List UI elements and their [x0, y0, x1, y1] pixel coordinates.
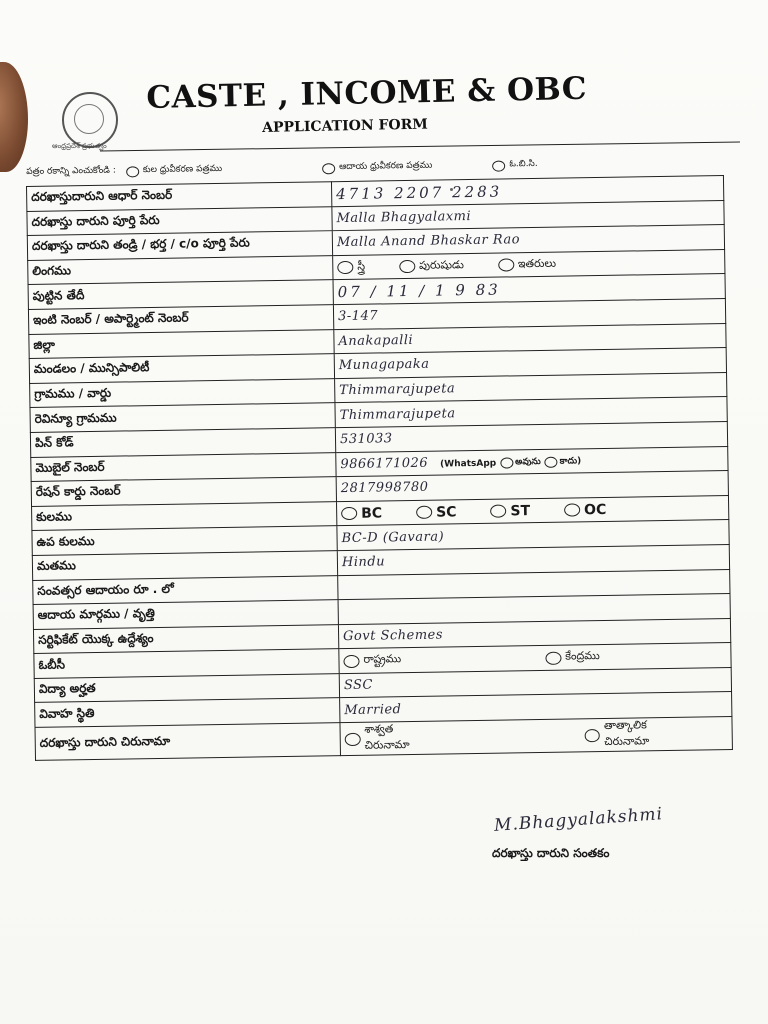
form-table — [26, 175, 733, 761]
field-label: రెవిన్యూ గ్రామము — [30, 403, 335, 432]
handwritten-value: Anakapalli — [338, 332, 414, 349]
option-group — [337, 254, 720, 276]
radio-circle-icon[interactable] — [126, 166, 139, 177]
option-label: పురుషుడు — [418, 257, 465, 272]
certificate-option-obc[interactable]: ఓ.బి.సి. — [492, 159, 538, 172]
certificate-option-income[interactable]: ఆదాయ ధ్రువీకరణ పత్రము — [322, 161, 432, 175]
radio-circle-icon[interactable] — [545, 651, 561, 664]
option-group — [341, 500, 724, 522]
radio-circle-icon[interactable] — [343, 654, 359, 667]
handwritten-value: Malla Bhagyalaxmi — [336, 208, 472, 227]
option-item[interactable] — [498, 256, 556, 273]
option-label: తాత్కాలిక చిరునామా — [603, 718, 650, 749]
radio-circle-icon[interactable] — [490, 505, 506, 518]
field-label: కులము — [32, 501, 337, 530]
field-label: గ్రామము / వార్డు — [30, 378, 335, 407]
field-label: పుట్టిన తేదీ — [28, 280, 333, 309]
option-item[interactable] — [337, 259, 365, 275]
option-label: OC — [583, 501, 607, 518]
field-label: ఆదాయ మార్గము / వృత్తి — [33, 600, 338, 629]
option-item[interactable] — [344, 722, 440, 755]
radio-circle-icon[interactable] — [500, 458, 513, 469]
option-group — [343, 647, 726, 669]
field-label: జిల్లా — [29, 329, 334, 358]
seal-caption: ఆంధ్రప్రదేశ్ ప్రభుత్వం — [52, 142, 107, 150]
field-label: దరఖాస్తుదారుని ఆధార్ నెంబర్ — [27, 182, 332, 211]
field-label: దరఖాస్తు దారుని పూర్తి పేరు — [27, 206, 332, 235]
option-label: కేంద్రము — [565, 649, 600, 663]
handwritten-value: Munagapaka — [338, 357, 430, 374]
field-label: సంవత్సర ఆదాయం రూ . లో — [33, 575, 338, 604]
field-label: ఇంటి నెంబర్ / అపార్ట్మెంట్ నెంబర్ — [28, 305, 333, 334]
radio-circle-icon[interactable] — [545, 457, 558, 468]
handwritten-value: 2817998780 — [340, 480, 429, 497]
certificate-option-caste[interactable]: కుల ధ్రువీకరణ పత్రము — [126, 164, 222, 178]
handwritten-value: Thimmarajupeta — [339, 405, 456, 423]
option-item[interactable] — [584, 718, 694, 752]
whatsapp-no: కాదు) — [559, 456, 582, 467]
handwritten-value: SSC — [343, 677, 374, 694]
field-label: సర్టిఫికేట్ యొక్క ఉద్దేశ్యం — [33, 624, 338, 653]
handwritten-value: 3-147 — [337, 308, 379, 325]
option-item[interactable] — [564, 501, 606, 518]
whatsapp-toggle — [440, 456, 581, 470]
field-label: మొబైల్ నెంబర్ — [31, 452, 336, 481]
field-label: లింగము — [28, 255, 333, 284]
handwritten-value: Hindu — [341, 554, 386, 571]
option-label: శాశ్వత చిరునామా — [364, 722, 410, 752]
option-label: ST — [510, 502, 531, 519]
handwritten-value: 9866171026 — [340, 455, 429, 472]
radio-circle-icon[interactable] — [322, 163, 335, 174]
field-label: మండలం / మున్సిపాలిటీ — [29, 354, 334, 383]
whatsapp-label: (WhatsApp — [440, 458, 497, 470]
radio-circle-icon[interactable] — [341, 507, 357, 520]
option-label: ఇతరులు — [517, 256, 557, 270]
radio-circle-icon[interactable] — [564, 503, 580, 516]
government-seal-icon — [62, 92, 118, 148]
option-item[interactable] — [341, 505, 382, 522]
applicant-signature: M.Bhagyalakshmi — [493, 804, 664, 836]
field-label: పిన్ కోడ్ — [30, 428, 335, 457]
application-form — [26, 175, 735, 761]
option-item[interactable] — [343, 652, 401, 669]
option-label: రాష్ట్రము — [363, 652, 402, 666]
field-label: మతము — [32, 551, 337, 580]
handwritten-value: Malla Anand Bhaskar Rao — [336, 232, 521, 251]
option-label: BC — [361, 504, 383, 522]
field-label: దరఖాస్తు దారుని తండ్రి / భర్త / c/o పూర్తి పేరు — [27, 231, 332, 260]
handwritten-value: BC-D (Gavara) — [341, 529, 445, 546]
radio-circle-icon[interactable] — [345, 732, 361, 745]
field-label: రేషన్ కార్డు నెంబర్ — [31, 477, 336, 506]
field-label: ఉప కులము — [32, 526, 337, 555]
finger-shadow — [0, 62, 28, 172]
handwritten-value: 07 / 11 / 1 9 83 — [337, 280, 501, 302]
radio-circle-icon[interactable] — [399, 260, 415, 273]
option-item[interactable] — [416, 504, 457, 521]
option-group — [344, 717, 727, 755]
option-label: SC — [436, 503, 457, 521]
certificate-type-label: పత్రం రకాన్ని ఎంచుకోండి : — [26, 165, 116, 177]
radio-circle-icon[interactable] — [584, 729, 600, 742]
radio-circle-icon[interactable] — [416, 506, 432, 519]
handwritten-value: 4713 2207 2283 — [336, 182, 503, 203]
form-subtitle: APPLICATION FORM — [262, 116, 428, 136]
whatsapp-yes: అవును — [515, 456, 541, 468]
radio-circle-icon[interactable] — [498, 258, 514, 271]
radio-circle-icon[interactable] — [337, 261, 353, 274]
option-item[interactable] — [399, 258, 464, 275]
handwritten-value: Married — [344, 701, 402, 718]
form-title: CASTE , INCOME & OBC — [146, 70, 588, 116]
field-value-cell[interactable] — [340, 717, 732, 756]
field-label: వివాహ స్థితి — [35, 698, 340, 727]
field-label: విద్యా అర్హత — [34, 674, 339, 703]
option-item[interactable] — [545, 649, 600, 666]
handwritten-value: 531033 — [339, 431, 393, 448]
radio-circle-icon[interactable] — [492, 160, 505, 171]
option-item[interactable] — [490, 503, 530, 520]
signature-label: దరఖాస్తు దారుని సంతకం — [492, 846, 610, 860]
field-label: ఓబీసీ — [34, 649, 339, 678]
handwritten-value: Thimmarajupeta — [339, 381, 456, 399]
option-label: స్త్రీ — [357, 259, 366, 273]
field-label: దరఖాస్తు దారుని చిరునామా — [35, 723, 340, 761]
handwritten-value: Govt Schemes — [342, 627, 444, 645]
